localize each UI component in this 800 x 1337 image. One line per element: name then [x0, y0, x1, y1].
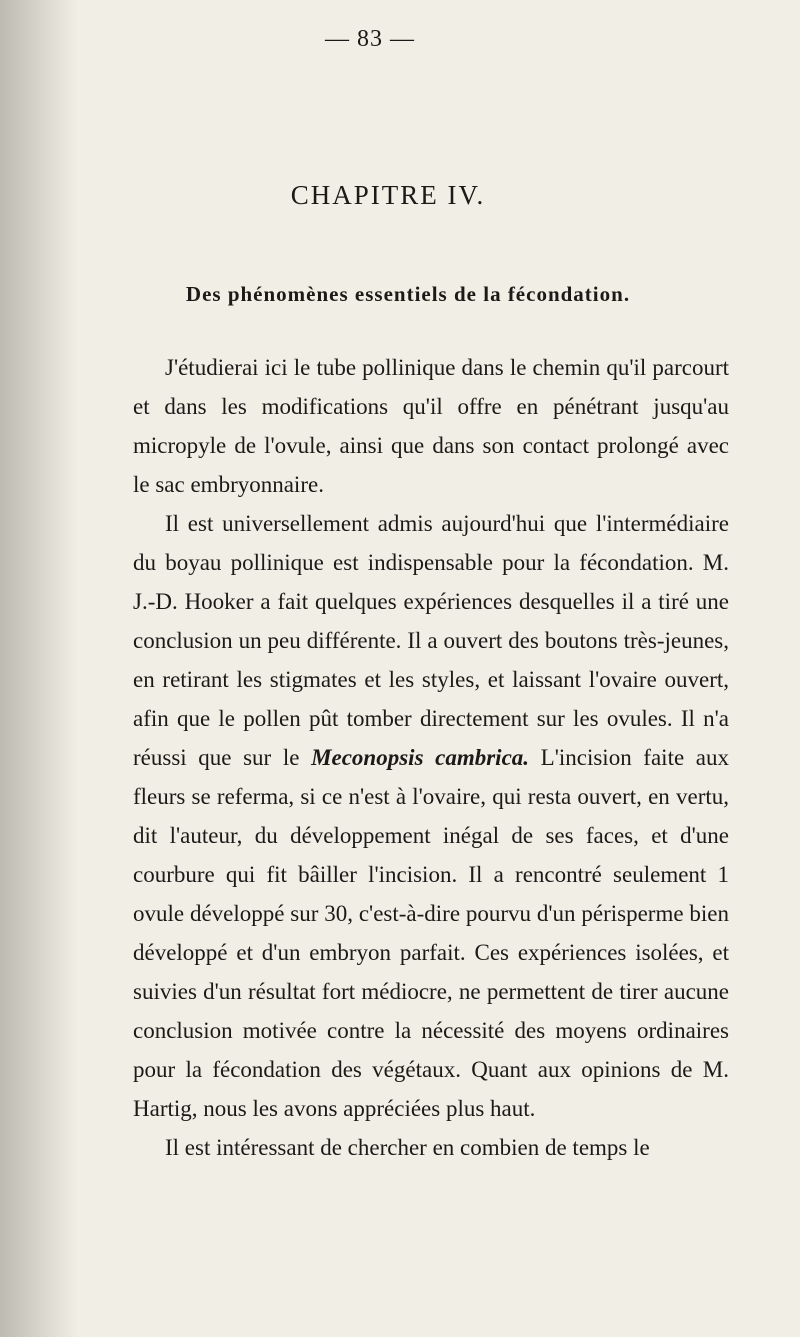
paragraph-3: Il est intéressant de chercher en combien de temps le	[165, 1135, 650, 1160]
species-name: Meconopsis cambrica.	[311, 745, 530, 770]
chapter-heading: CHAPITRE IV.	[290, 180, 486, 210]
paragraph-2	[133, 504, 729, 1128]
section-title: Des phénomènes essentiels de la fécondation.	[185, 282, 631, 306]
paragraph-2-text-start: Il est universellement admis aujourd'hui que l'intermédiaire du boyau pollinique est indispensable pour la fécondation. M. J.-D. Hooker a fait quelques expériences desquelles il a tiré une conclusion un peu différente. Il a ouvert des boutons très-jeunes, en retirant les stigmates et les styles, et laissant l'ovaire ouvert, afin que le pollen pût tomber directement sur les ovules. Il n'a réussi que sur le	[133, 511, 729, 770]
page-number: — 83 —	[325, 26, 415, 52]
body-text	[133, 348, 729, 1167]
paragraph-2-text-end: L'incision faite aux fleurs se referma, si ce n'est à l'ovaire, qui resta ouvert, en vertu, dit l'auteur, du développement inégal de ses faces, et d'une courbure qui fit bâiller l'incision. Il a rencontré seulement 1 ovule développé sur 30, c'est-à-dire pourvu d'un périsperme bien développé et d'un embryon parfait. Ces expériences isolées, et suivies d'un résultat fort médiocre, ne permettent de tirer aucune conclusion motivée contre la nécessité des moyens ordinaires pour la fécondation des végétaux. Quant aux opinions de M. Hartig, nous les avons appréciées plus haut.	[133, 745, 729, 1121]
paragraph-1: J'étudierai ici le tube pollinique dans le chemin qu'il parcourt et dans les modifications qu'il offre en pénétrant jusqu'au micropyle de l'ovule, ainsi que dans son contact prolongé avec le sac embryonnaire.	[133, 355, 729, 497]
